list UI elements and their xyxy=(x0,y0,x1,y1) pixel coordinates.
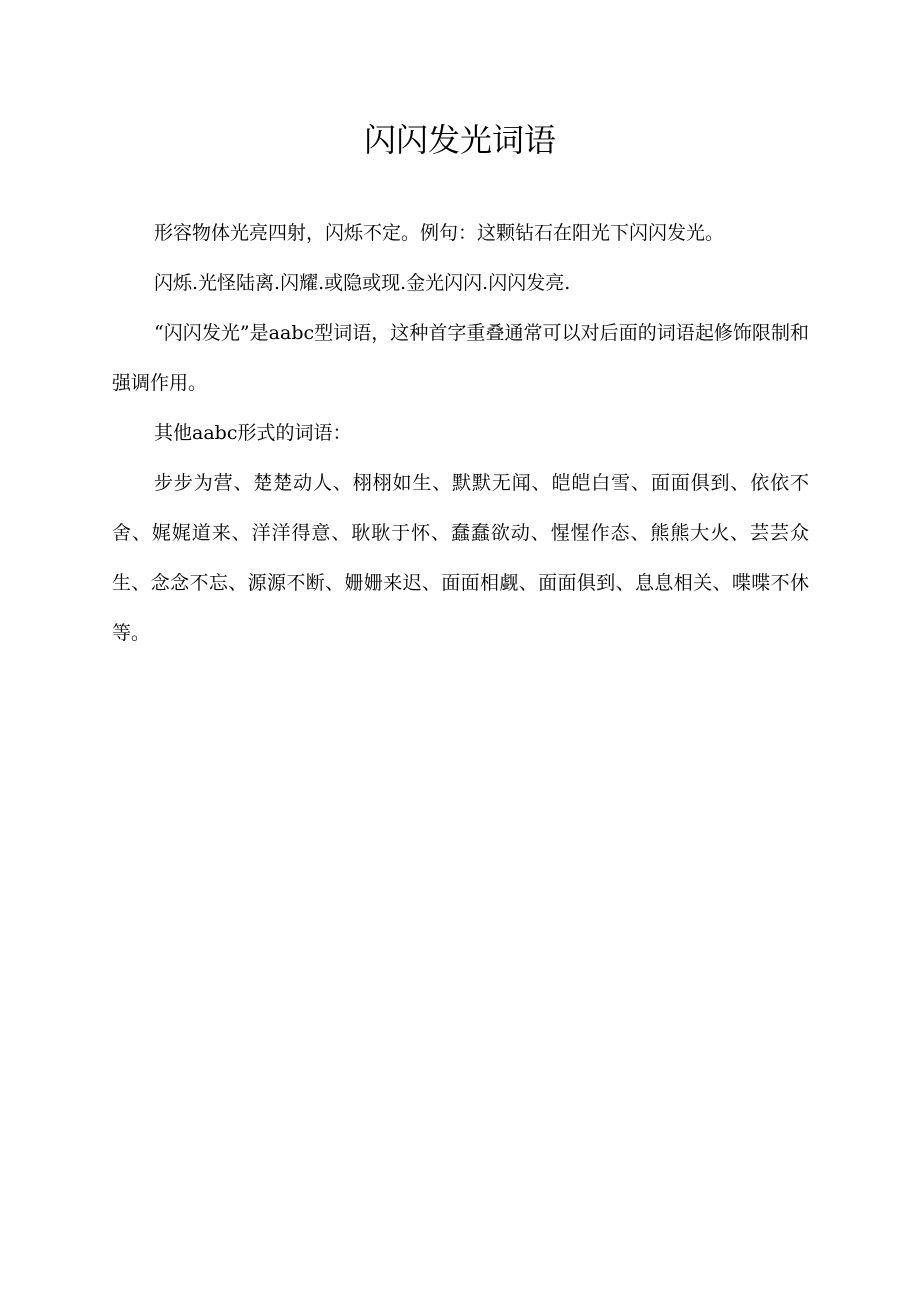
paragraph-definition: 形容物体光亮四射，闪烁不定。例句：这颗钻石在阳光下闪闪发光。 xyxy=(154,222,725,244)
paragraph-other-heading: 其他aabc形式的词语： xyxy=(154,422,352,444)
paragraph-word-list: 步步为营、楚楚动人、栩栩如生、默默无闻、皑皑白雪、面面俱到、依依不舍、娓娓道来、洋洋得意、耿耿于怀、蠢蠢欲动、惺惺作态、熊熊大火、芸芸众生、念念不忘、源源不断、姗姗来迟、面面相觑、面面俱到、息息相关、喋喋不休等。 xyxy=(112,472,809,644)
document-body xyxy=(112,208,809,658)
document-title: 闪闪发光词语 xyxy=(363,121,556,159)
paragraph-explanation: “闪闪发光”是aabc型词语，这种首字重叠通常可以对后面的词语起修饰限制和强调作用。 xyxy=(112,322,809,394)
paragraph-synonyms: 闪烁.光怪陆离.闪耀.或隐或现.金光闪闪.闪闪发亮. xyxy=(154,272,571,294)
